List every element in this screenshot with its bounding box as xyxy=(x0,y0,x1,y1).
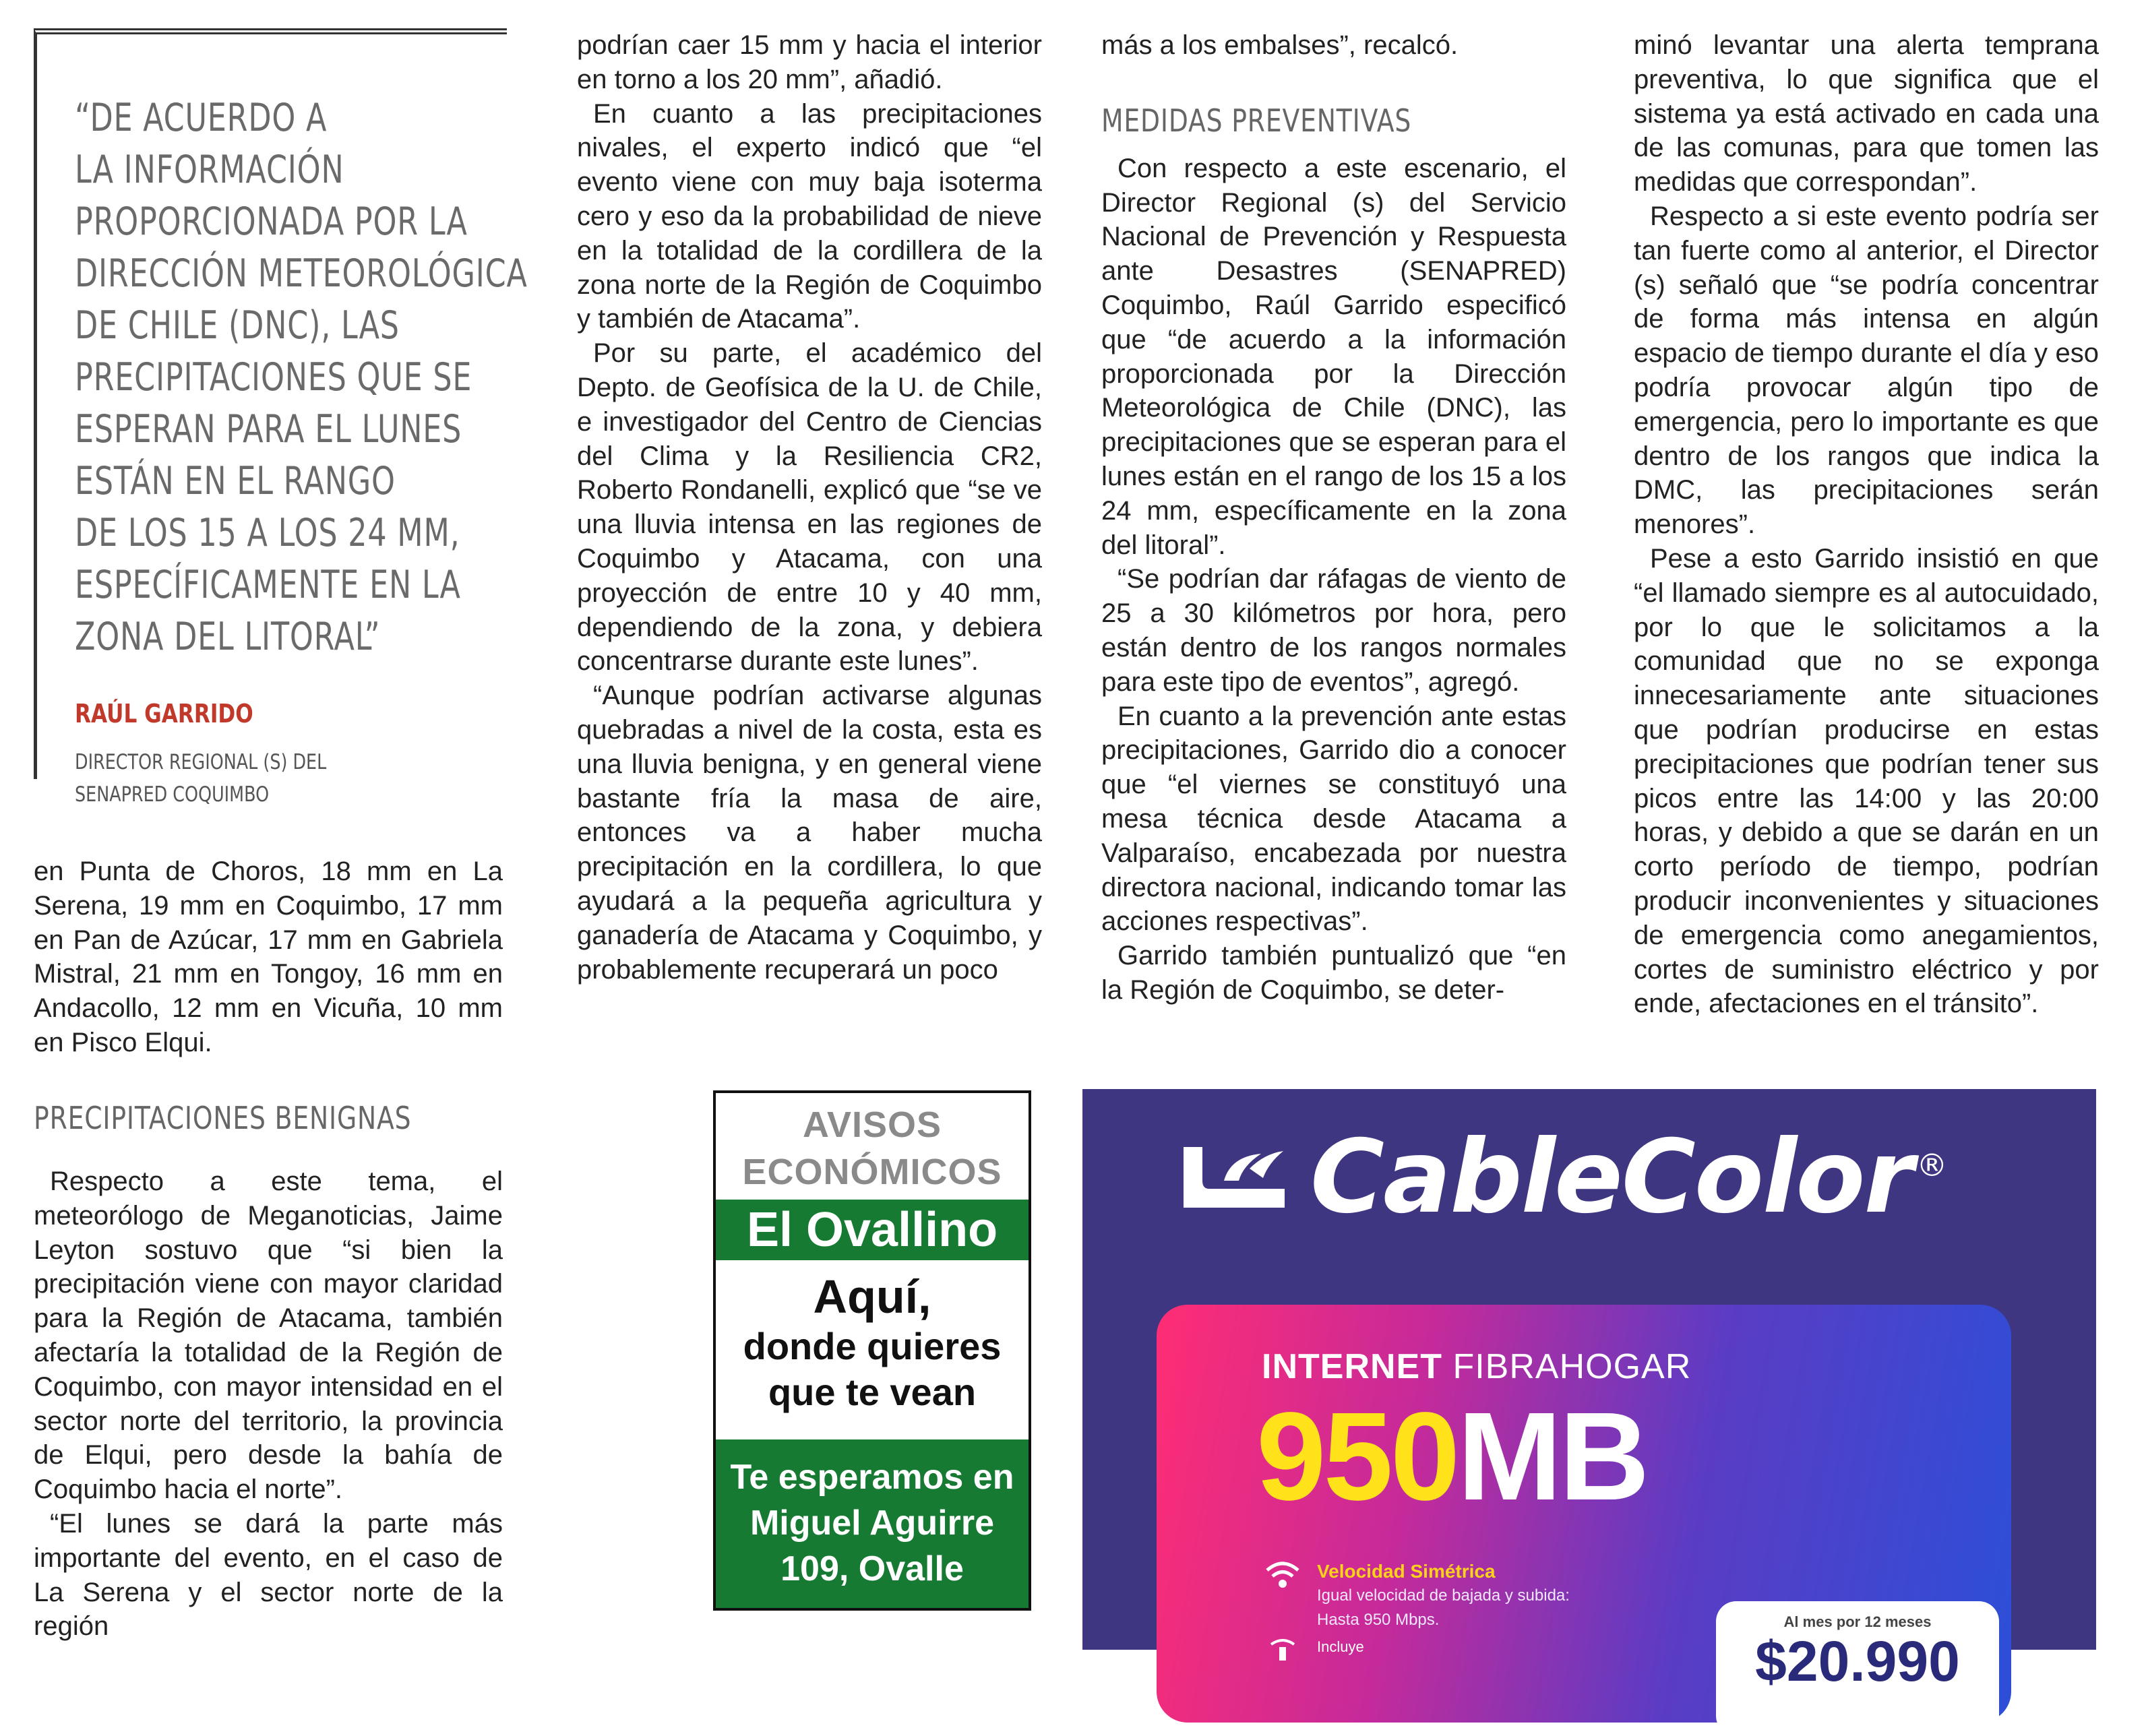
paragraph: Garrido también puntualizó que “en la Región de Coquimbo, se deter- xyxy=(1101,941,1566,1005)
ad-heading xyxy=(716,1093,1029,1196)
paragraph: “El lunes se dará la parte más importante del evento, en el caso de La Serena y el sector norte de la región xyxy=(34,1508,503,1642)
ad-heading-line: AVISOS xyxy=(802,1105,942,1145)
paragraph: podrían caer 15 mm y hacia el interior en torno a los 20 mm”, añadió. xyxy=(577,30,1042,94)
paragraph: “Aunque podrían activarse algunas quebradas a nivel de la costa, esta es una lluvia benigna, y en general viene bastante fría la masa de aire, entonces va a haber mucha precipitación en la cordillera, lo que ayudará a la pequeña agricultura y ganadería de Atacama y Coquimbo, y probablemente recuperará un poco xyxy=(577,681,1042,985)
price-box xyxy=(1716,1601,1999,1736)
paragraph: Pese a esto Garrido insistió en que “el llamado siempre es al autocuidado, por lo que le solicitamos a la comunidad que no se exponga innecesariamente ante situaciones que podrían producirse en estas precipitaciones que podrían tener sus picos entre las 14:00 y las 20:00 horas, y debido a que se darán en un corto período de tiempo, podrían producir inconvenientes y situaciones de emergencia como anegamientos, cortes de suministro eléctrico y por ende, afectaciones en el tránsito”. xyxy=(1634,543,2099,1019)
feature-title: Incluye xyxy=(1317,1638,1364,1655)
ad-tagline xyxy=(716,1260,1029,1415)
feature-text xyxy=(1317,1559,1570,1632)
pull-quote-line: PROPORCIONADA POR LA xyxy=(75,199,468,244)
section-subhead: MEDIDAS PREVENTIVAS xyxy=(1101,102,1412,139)
pull-quote-author: RAÚL GARRIDO xyxy=(75,699,253,728)
paragraph: Por su parte, el académico del Depto. de Geofísica de la U. de Chile, e investigador del Centro de Ciencias del Clima y la Resiliencia CR2, Roberto Rondanelli, explicó que “se ve una lluvia intensa en las regiones de Coquimbo y Atacama, con una proyección de entre 10 y 40 mm, dependiendo de la zona, y debiera concentrarse durante este lunes”. xyxy=(577,338,1042,677)
feature-text xyxy=(1317,1635,1364,1666)
product-name-rest: FIBRAHOGAR xyxy=(1442,1347,1692,1386)
ad-footer-line: 109, Ovalle xyxy=(780,1549,964,1588)
ad-footer xyxy=(716,1439,1029,1608)
ad-heading-line: ECONÓMICOS xyxy=(742,1152,1002,1192)
paragraph: Respecto a este tema, el meteorólogo de Meganoticias, Jaime Leyton sostuvo que “si bien la precipitación viene con mayor claridad para la Región de Atacama, también afectaría la totalidad de la Región de Coquimbo, con mayor intensidad en el sector norte del territorio, la provincia de Elqui, pero desde la bahía de Coquimbo hacia el norte”. xyxy=(34,1167,503,1505)
ad-tagline-line: que te vean xyxy=(768,1371,977,1413)
pull-quote-line: ESTÁN EN EL RANGO xyxy=(75,459,396,503)
paragraph: En cuanto a las precipitaciones nivales, el experto indicó que “el evento viene con muy baja isoterma cero y eso da la probabilidad de nieve en la totalidad de la cordillera de la zona norte de la Región de Coquimbo y también de Atacama”. xyxy=(577,98,1042,334)
pull-quote-line: “DE ACUERDO A xyxy=(75,96,328,140)
pull-quote-line: ESPECÍFICAMENTE EN LA xyxy=(75,563,461,607)
avisos-economicos-ad[interactable] xyxy=(713,1090,1031,1611)
pull-quote-line: DIRECCIÓN METEOROLÓGICA xyxy=(75,251,528,296)
ad-brand: El Ovallino xyxy=(716,1200,1029,1260)
router-icon xyxy=(1264,1635,1301,1666)
ad-footer-line: Miguel Aguirre xyxy=(749,1504,995,1543)
article-column-a-top xyxy=(34,855,503,1060)
registered-mark: ® xyxy=(1916,1147,1948,1183)
feature-symmetric-speed xyxy=(1264,1559,1570,1632)
paragraph: Respecto a si este evento podría ser tan fuerte como al anterior, el Director (s) señaló que “se podría concentrar de forma más intensa en algún espacio de tiempo durante el día y eso podría provocar algún tipo de emergencia, pero lo importante es que dentro de los rangos que indica la DMC, las precipitaciones serán menores”. xyxy=(1634,201,2099,540)
cablecolor-brand: CableColor xyxy=(1310,1119,1913,1236)
article-column-b xyxy=(577,28,1042,987)
wifi-icon xyxy=(1264,1559,1301,1590)
internet-offer-card xyxy=(1157,1305,2011,1723)
pull-quote-line: ZONA DEL LITORAL” xyxy=(75,615,381,659)
cablecolor-logo-icon xyxy=(1177,1134,1291,1221)
paragraph: en Punta de Choros, 18 mm en La Serena, 19 mm en Coquimbo, 17 mm en Pan de Azúcar, 17 mm en Gabriela Mistral, 21 mm en Tongoy, 16 mm en Andacollo, 12 mm en Vicuña, 10 mm en Pisco Elqui. xyxy=(34,857,503,1057)
cablecolor-ad[interactable] xyxy=(1082,1089,2096,1693)
feature-includes xyxy=(1264,1635,1364,1666)
article-column-a-bottom xyxy=(34,1165,503,1644)
ad-footer-line: Te esperamos en xyxy=(730,1458,1014,1497)
paragraph: En cuanto a la prevención ante estas precipitaciones, Garrido dio a conocer que “el viernes se constituyó una mesa técnica desde Atacama a Valparaíso, encabezada por nuestra directora nacional, indicando tomar las acciones respectivas”. xyxy=(1101,701,1566,937)
pull-quote xyxy=(34,28,528,807)
speed-display xyxy=(1256,1387,1647,1526)
pull-quote-line: DE CHILE (DNC), LAS xyxy=(75,303,400,348)
pull-quote-text xyxy=(75,92,528,663)
article-column-d xyxy=(1634,28,2099,1021)
price-value: $20.990 xyxy=(1755,1630,1960,1693)
paragraph: minó levantar una alerta temprana preventiva, lo que significa que el sistema ya está activado en cada una de las comunas, para que tomen las medidas que correspondan”. xyxy=(1634,30,2099,197)
feature-desc: Igual velocidad de bajada y subida: xyxy=(1317,1586,1570,1605)
speed-unit: MB xyxy=(1457,1387,1647,1526)
paragraph: Con respecto a este escenario, el Director Regional (s) del Servicio Nacional de Prevención y Respuesta ante Desastres (SENAPRED) Coquimbo, Raúl Garrido especificó que “de acuerdo a la información proporcionada por la Dirección Meteorológica de Chile (DNC), las precipitaciones que se esperan para el lunes están en el rango de los 15 a los 24 mm, específicamente en la zona del litoral”. xyxy=(1101,153,1566,560)
paragraph: “Se podrían dar ráfagas de viento de 25 a 30 kilómetros por hora, pero están dentro de los rangos normales para este tipo de eventos”, agregó. xyxy=(1101,564,1566,697)
feature-title: Velocidad Simétrica xyxy=(1317,1561,1496,1582)
cablecolor-logo xyxy=(1177,1119,1948,1236)
product-name-bold: INTERNET xyxy=(1262,1347,1442,1386)
pull-quote-role: DIRECTOR REGIONAL (S) DEL SENAPRED COQUIMBO xyxy=(75,750,327,807)
pull-quote-line: ESPERAN PARA EL LUNES xyxy=(75,407,462,452)
pull-quote-line: LA INFORMACIÓN xyxy=(75,148,344,192)
price-note: Al mes por 12 meses xyxy=(1783,1613,1932,1630)
pull-quote-line: DE LOS 15 A LOS 24 MM, xyxy=(75,511,460,555)
ad-tagline-line: donde quieres xyxy=(743,1325,1002,1367)
ad-tagline-line: Aquí, xyxy=(813,1270,931,1323)
paragraph: más a los embalses”, recalcó. xyxy=(1101,30,1459,60)
article-column-c xyxy=(1101,28,1566,1008)
section-subhead: PRECIPITACIONES BENIGNAS xyxy=(34,1100,412,1136)
feature-desc: Hasta 950 Mbps. xyxy=(1317,1611,1440,1629)
speed-number: 950 xyxy=(1256,1387,1458,1526)
pull-quote-line: PRECIPITACIONES QUE SE xyxy=(75,355,472,400)
product-name xyxy=(1262,1346,1691,1387)
